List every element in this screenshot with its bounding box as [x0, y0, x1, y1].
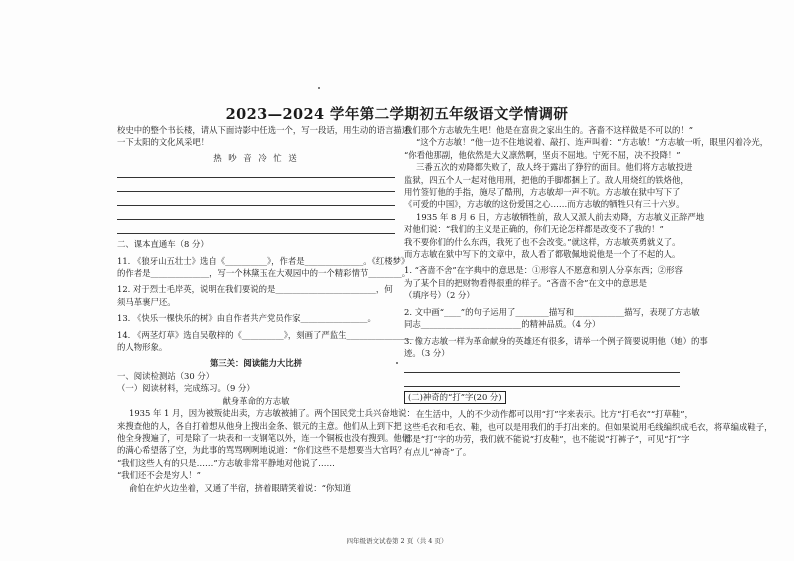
section-b-heading-text: (二)神奇的“打”字(20 分) — [404, 391, 506, 404]
article-paragraph-line: 对他们说：“我们的主义是正确的，你们无论怎样都是改变不了我的！” — [404, 224, 664, 235]
section-3-heading: 第三关：阅读能力大比拼 — [209, 358, 303, 369]
question-11-line-2: 的作者是______________，写一个林黛玉在大观园中的一个精彩情节________。 — [117, 268, 411, 279]
reading-heading: 一、阅读检测站（30 分） — [117, 370, 215, 381]
writing-intro-line-1: 校史中的整个书长楼，请从下面诗影中任选一个，写一段话，用生动的语言描述 — [117, 125, 411, 135]
writing-topic-words: 热 吵 音 冷 忙 送 — [213, 152, 299, 163]
answer-line[interactable] — [404, 360, 680, 373]
answer-line[interactable] — [404, 374, 680, 387]
answer-line[interactable] — [117, 207, 395, 220]
reading-question-1-line-2: 为了某个目的把财物看得很重的样子。“吝啬不舍”在文中的意思是 — [404, 277, 648, 288]
answer-line[interactable] — [117, 179, 395, 192]
article-paragraph-line: 用竹签钉他的手指，施尽了酷刑，方志敏却一声不吭。方志敏在狱中写下了 — [404, 187, 681, 198]
passage-b-line: 在生活中，人的不少动作都可以用“打”字来表示。比方“打毛衣”“打草鞋”， — [416, 409, 693, 420]
article-title: 献身革命的方志敏 — [222, 395, 290, 406]
section-b-heading — [404, 391, 680, 404]
passage-b-line: 有点儿“神奇”了。 — [404, 446, 472, 457]
question-12-line-2: 须马革裹尸还。 — [117, 296, 176, 307]
reading-question-3-line-1: 3. 像方志敏一样为革命献身的英雄还有很多，请举一个例子简要说明他（她）的事 — [404, 335, 708, 346]
article-paragraph-line: 《可爱的中国》，方志敏的这份爱国之心……而方志敏的牺牲只有三十六岁。 — [404, 199, 685, 210]
reading-question-1-line-3: （填序号）（2 分） — [404, 290, 475, 301]
article-paragraph-line: 我们那个方志敏先生吧！他是在富贵之家出生的。吝嗇不这样做是不可以的！” — [404, 125, 694, 135]
article-paragraph-line: 1935 年 1 月，因为被叛徒出卖，方志敏被捕了。两个国民党士兵兴奋地说： — [129, 408, 415, 419]
reading-question-3-line-2: 迹。（3 分） — [404, 347, 450, 358]
article-paragraph-line: 监狱，四五个人一起对他用刑，把他的手脚都捆上了。敌人用烧红的铁烙他， — [404, 174, 689, 185]
article-paragraph-line: “我们还不会是穷人！” — [117, 470, 201, 481]
reading-question-2-line-1: 2. 文中画“____”的句子运用了________描写和____________描写，表现了方志敏 — [404, 306, 700, 317]
passage-b-line: 这些毛衣和毛衣、鞋，也可以是用我们的手打出来的。但如果说用毛线编织成毛衣，将草编成鞋子， — [404, 421, 773, 432]
question-14-line-2: 的人物形象。 — [117, 342, 168, 353]
question-12-line-1: 12. 对于烈士毛岸英，说明在我们要说的是________________________，何 — [117, 284, 393, 295]
article-paragraph-line: 三番五次的劝降都失败了，敌人终于露出了狰狞的面目。他们将方志敏投进 — [416, 162, 693, 173]
passage-b-line: 都是“打”字的功劳，我们就不能说“打皮鞋”，也不能说“打裤子”，可见“打”字 — [404, 434, 690, 445]
reading-subheading: （一）阅读材料，完成练习。（9 分） — [117, 383, 255, 394]
left-column — [117, 124, 415, 494]
question-14-line-1: 14. 《两茎灯草》选自吴敬梓的《__________》，刻画了严监生________________ — [117, 329, 414, 340]
article-paragraph-line: 来搜查他的人，各自打着想从他身上搜出金条、银元的主意。他们从上到下把 — [117, 420, 402, 431]
answer-line[interactable] — [117, 165, 395, 178]
section-2-heading: 二、课本直通车（8 分） — [117, 239, 209, 250]
scan-speck — [396, 362, 398, 364]
page-footer: 四年级语文试卷第 2 页（共 4 页） — [346, 537, 448, 545]
answer-line[interactable] — [117, 193, 395, 206]
scan-speck — [318, 87, 320, 89]
article-paragraph-line: 他全身搜遍了，可是除了一块表和一支钢笔以外，连一个铜板也没有搜到。他们 — [117, 432, 411, 443]
exam-title: 2023—2024 学年第二学期初五年级语文学情调研 — [225, 106, 569, 123]
article-paragraph-line: 1935 年 8 月 6 日，方志敏牺牲前，敌人又派人前去劝降，方志敏义正辞严地 — [416, 211, 705, 222]
answer-line[interactable] — [117, 221, 395, 234]
question-13: 13. 《快乐一棵快乐的树》由自作者共产党员作家________________。 — [117, 313, 376, 324]
reading-question-2-line-2: 同志________________________的精神品质。（4 分） — [404, 319, 601, 330]
article-paragraph-line: “我们这些人有的只是……”方志敏非常平静地对他说了…… — [117, 457, 335, 468]
article-paragraph-line: “这个方志敏！”他一边不住地说着、敲打、连声叫着：“方志敏！”方志敏一听，眼里闪着冷光， — [416, 137, 769, 148]
right-column — [404, 124, 773, 458]
article-paragraph-line: 的满心希望落了空，为此事的骂骂咧咧地说道：“你们这些不是想要当大官吗？ — [117, 445, 407, 456]
question-11-line-1: 11. 《狼牙山五壮士》选自《__________》，作者是______________。《红楼梦》 — [117, 255, 410, 266]
writing-intro-line-2: 一下太阳的文化风采吧！ — [117, 137, 210, 148]
article-paragraph-line: 而方志敏在狱中写下的文章中，敌人看了都敬佩地说他是一个了不起的人。 — [404, 249, 681, 260]
reading-question-1-line-1: 1. “吝啬不舍”在字典中的意思是：①形容人不愿意和别人分享东西；②形容 — [404, 265, 683, 276]
article-paragraph-line: 俞伯在炉火边坐着，又通了半宿，挤着眼睛笑着说：“你知道 — [129, 482, 352, 493]
article-paragraph-line: 我不要你们的什么东西，我死了也不会改变。”就这样，方志敏英勇就义了。 — [404, 236, 681, 247]
article-paragraph-line: “你看他那副，他依然是大义凛然啊，坚贞不屈地。宁死不屈，决不投降！” — [404, 149, 681, 160]
